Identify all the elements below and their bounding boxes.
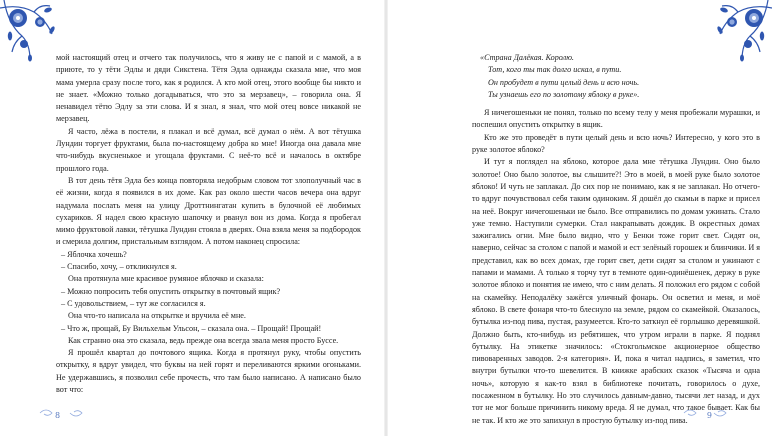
paragraph: Я ничегошеньки не понял, только по всему телу у меня пробежали мурашки, и поспешил опустить открытку в ящик. [472,108,760,130]
page-number: 8 [55,411,61,420]
paragraph: Она что-то написала на открытке и вручила её мне. [68,311,246,321]
verse-line: Тот, кого ты так долго искал, в пути. [488,65,622,75]
paragraph: В тот день тётя Эдла без конца повторяла недобрым словом тот злополучный час в её жизни, когда я появился в их доме. Как раз около шести часов вечера она вдруг надумала послать меня на улицу Дроттнингатан купить в булочной её любимых сухариков. Я надел свою красную шапочку и рванул вон из дома. Когда я пробегал мимо фруктовой лавки, тётушка Лундин стояла в дверях. Она взяла меня за подбородок и смерила долгим, пристальным взглядом. А потом наконец спросила: [56,175,361,247]
verse-line: Он пробудет в пути целый день и всю ночь. [488,77,640,87]
dialogue-line: – С удовольствием, – тут же согласился я. [61,298,206,308]
paragraph: Я часто, лёжа в постели, я плакал и всё думал, всё думал о нём. А вот тётушка Лундин торгует фруктами, была по-настоящему добра ко мне! Иногда она давала мне что-нибудь вкусненькое и угощала фруктами. С неё-то всё и началось в октябре прошлого года. [56,126,361,173]
dialogue-line: – Можно попросить тебя опустить открытку в почтовый ящик? [61,286,281,296]
verse-line: «Страна Далёкая. Королю. [480,53,574,62]
flourish-icon [682,406,728,420]
verse-line: Ты узнаешь его по золотому яблоку в руке». [488,89,640,99]
page-number: 9 [706,411,712,420]
right-page [388,0,772,436]
paragraph: мой настоящий отец и отчего так получилось, что я живу не с папой и с мамой, а в приюте, то у тёти Эдлы и дяди Сикстена. Тётя Эдла однажды сказала мне, что моя мама умерла сразу после того, как я родился. А кто мой отец, этого вообще бы никто и не знает. «Можно только догадываться, что это за мерзавец», – говорила она. Я ненавидел тётю Эдлу за эти слова. И я знал, я знал, что мой отец вовсе никакой не мерзавец. [56,53,361,124]
dialogue-line: – Спасибо, хочу, – откликнулся я. [61,262,177,272]
paragraph: И тут я поглядел на яблоко, которое дала мне тётушка Лундин. Оно было золотое! Оно было золотое, вы слышите?! Это в моей, в моей руке было золотое яблоко! И чуть не заплакал. До сих пор не понимаю, как я не заплакал. Но отчего-то вдруг почувствовал себя таким одиноким. Я дошёл до скамьи в парке и присел на неё. Вокруг ничегошеньки не было. Все отправились по домам ужинать. Стало уже темно. Наступили сумерки. Стал накрапывать дождик. В окрестных домах зажигались огни. Мне было видно, что у Бенки тоже горит свет. Сидят он, наверно, сейчас за столом с папой и мамой и ест зелёный горошек и блинчики. И я представил, как во всех домах, где горит свет, дети сидят за столом и ужинают с папами и мамами. А только я торчу тут в темноте один-одинёшенек, держу в руке золотое яблоко и понятия не имею, что с ним делать. Я положил его рядом с собой на скамейку. Неподалёку зажёгся уличный фонарь. Он осветил и меня, и моё яблоко. В свете фонаря что-то блеснуло на земле, рядом со скамейкой. Оказалось, бутылка из-под пива, пустая, разумеется. Кто-то заткнул её горлышко деревяшкой. Должно быть, кто-нибудь из ребятишек, что утром играли в парке. Я поднял бутылку. На этикетке значилось: «Стокгольмское акционерное общество пивоваренных заводов. 2-я категория». И, пока я читал надпись, я заметил, что внутри бутылки что-то шевелится. В книжке арабских сказок «Тысяча и одна ночь», которую я как-то взял в библиотеке почитать, говорилось о духе, посаженном в бутылку. Но это случилось давным-давно, тысячи лет назад, и дух тот не мог больше причинить никому вреда. Я не думал, что такое бывает. Как бы не так. И кто же это запихнул в простую бутылку из-под пива. [472,157,760,425]
paragraph: Как странно она это сказала, ведь прежде она всегда звала меня просто Буссе. [68,335,339,345]
right-page-text [472,52,760,427]
flourish-icon [38,406,84,420]
left-page [0,0,384,436]
dialogue-line: – Яблочка хочешь? [61,249,127,259]
paragraph: Она протянула мне красивое румяное яблочко и сказала: [68,274,264,284]
rose-ornament-icon [0,0,62,66]
paragraph: Я прошёл квартал до почтового ящика. Когда я протянул руку, чтобы опустить открытку, я вдруг увидел, что буквы на ней горят и переливаются яркими огоньками. Не удержавшись, я позволил себе прочесть, что там было написано. А написано было вот что: [56,348,361,395]
paragraph: Кто же это проведёт в пути целый день и всю ночь? Интересно, у кого это в руке золотое яблоко? [472,132,760,155]
postcard-verse [472,52,760,101]
left-page-text [56,52,361,396]
dialogue-line: – Что ж, прощай, Бу Вильхельм Ульсон, – сказала она. – Прощай! Прощай! [61,323,322,333]
